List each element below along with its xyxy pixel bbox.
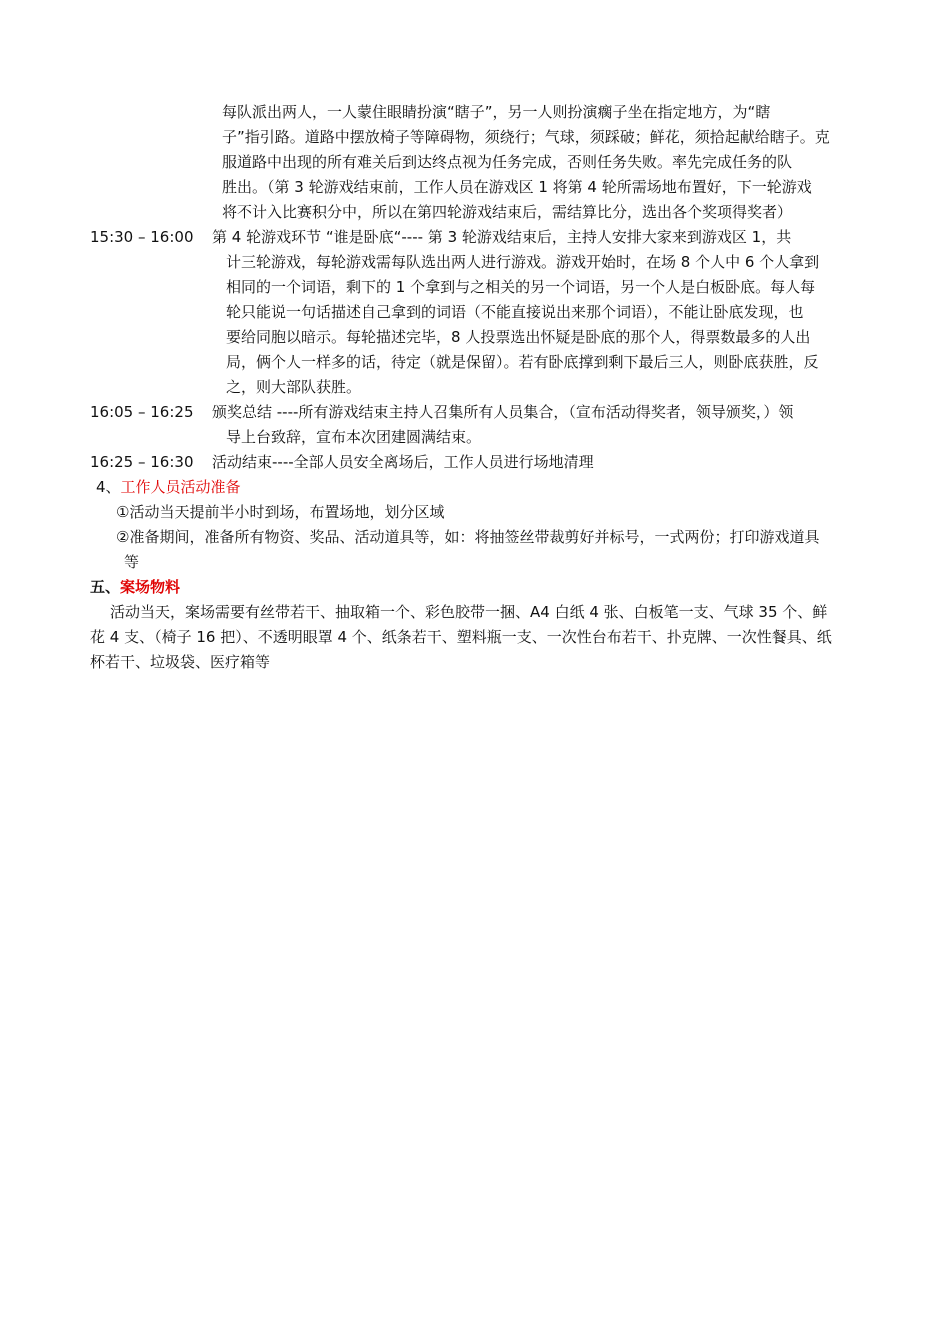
schedule-time: 15:30 – 16:00	[90, 228, 194, 246]
section5-number: 五、	[90, 578, 121, 596]
schedule-text-cont: 局，俩个人一样多的话，待定（就是保留）。若有卧底撑到剩下最后三人，则卧底获胜，反	[226, 353, 819, 371]
round3-line-3: 服道路中出现的所有难关后到达终点视为任务完成，否则任务失败。率先完成任务的队	[222, 153, 793, 171]
schedule-text-cont: 轮只能说一句话描述自己拿到的词语（不能直接说出来那个词语），不能让卧底发现，也	[226, 303, 804, 321]
round3-line-5: 将不计入比赛积分中，所以在第四轮游戏结束后，需结算比分，选出各个奖项得奖者）	[222, 203, 793, 221]
schedule-text: 颁奖总结 ----所有游戏结束主持人召集所有人员集合，（宣布活动得奖者，领导颁奖，）领	[212, 403, 794, 421]
schedule-time: 16:05 – 16:25	[90, 403, 194, 421]
section5-line-2: 花 4 支、（椅子 16 把）、不透明眼罩 4 个、纸条若干、塑料瓶一支、一次性台布若干、扑克牌、一次性餐具、纸	[90, 628, 832, 646]
section5-heading	[90, 575, 180, 599]
section4-number: 4、	[96, 478, 121, 496]
schedule-text-cont: 之，则大部队获胜。	[226, 378, 362, 396]
schedule-text: 活动结束----全部人员安全离场后，工作人员进行场地清理	[212, 453, 594, 471]
schedule-text-cont: 计三轮游戏，每轮游戏需每队选出两人进行游戏。游戏开始时，在场 8 个人中 6 个人拿到	[226, 253, 820, 271]
section5-title: 案场物料	[120, 578, 181, 596]
section5-line-1: 活动当天，案场需要有丝带若干、抽取箱一个、彩色胶带一捆、A4 白纸 4 张、白板笔一支、气球 35 个、鲜	[110, 603, 828, 621]
round3-line-4: 胜出。（第 3 轮游戏结束前，工作人员在游戏区 1 将第 4 轮所需场地布置好，下一轮游戏	[222, 178, 812, 196]
round3-line-2: 子”指引路。道路中摆放椅子等障碍物，须绕行；气球，须踩破；鲜花，须拾起献给瞎子。克	[222, 128, 830, 146]
schedule-text-cont: 导上台致辞，宣布本次团建圆满结束。	[226, 428, 482, 446]
section4-item-2: ②准备期间，准备所有物资、奖品、活动道具等，如：将抽签丝带裁剪好并标号，一式两份；打印游戏道具	[116, 528, 820, 546]
schedule-text-cont: 相同的一个词语，剩下的 1 个拿到与之相关的另一个词语，另一个人是白板卧底。每人每	[226, 278, 816, 296]
section4-item-2-wrap: 等	[124, 553, 140, 571]
section4-title: 工作人员活动准备	[120, 478, 241, 496]
section4-heading	[96, 475, 241, 499]
schedule-time: 16:25 – 16:30	[90, 453, 194, 471]
schedule-text: 第 4 轮游戏环节 “谁是卧底“---- 第 3 轮游戏结束后，主持人安排大家来到游戏区 1，共	[212, 228, 792, 246]
round3-line-1: 每队派出两人，一人蒙住眼睛扮演“瞎子”，另一人则扮演瘸子坐在指定地方，为“瞎	[222, 103, 771, 121]
schedule-text-cont: 要给同胞以暗示。每轮描述完毕，8 人投票选出怀疑是卧底的那个人，得票数最多的人出	[226, 328, 811, 346]
section4-item-1: ①活动当天提前半小时到场，布置场地，划分区域	[116, 503, 445, 521]
section5-line-3: 杯若干、垃圾袋、医疗箱等	[90, 653, 271, 671]
